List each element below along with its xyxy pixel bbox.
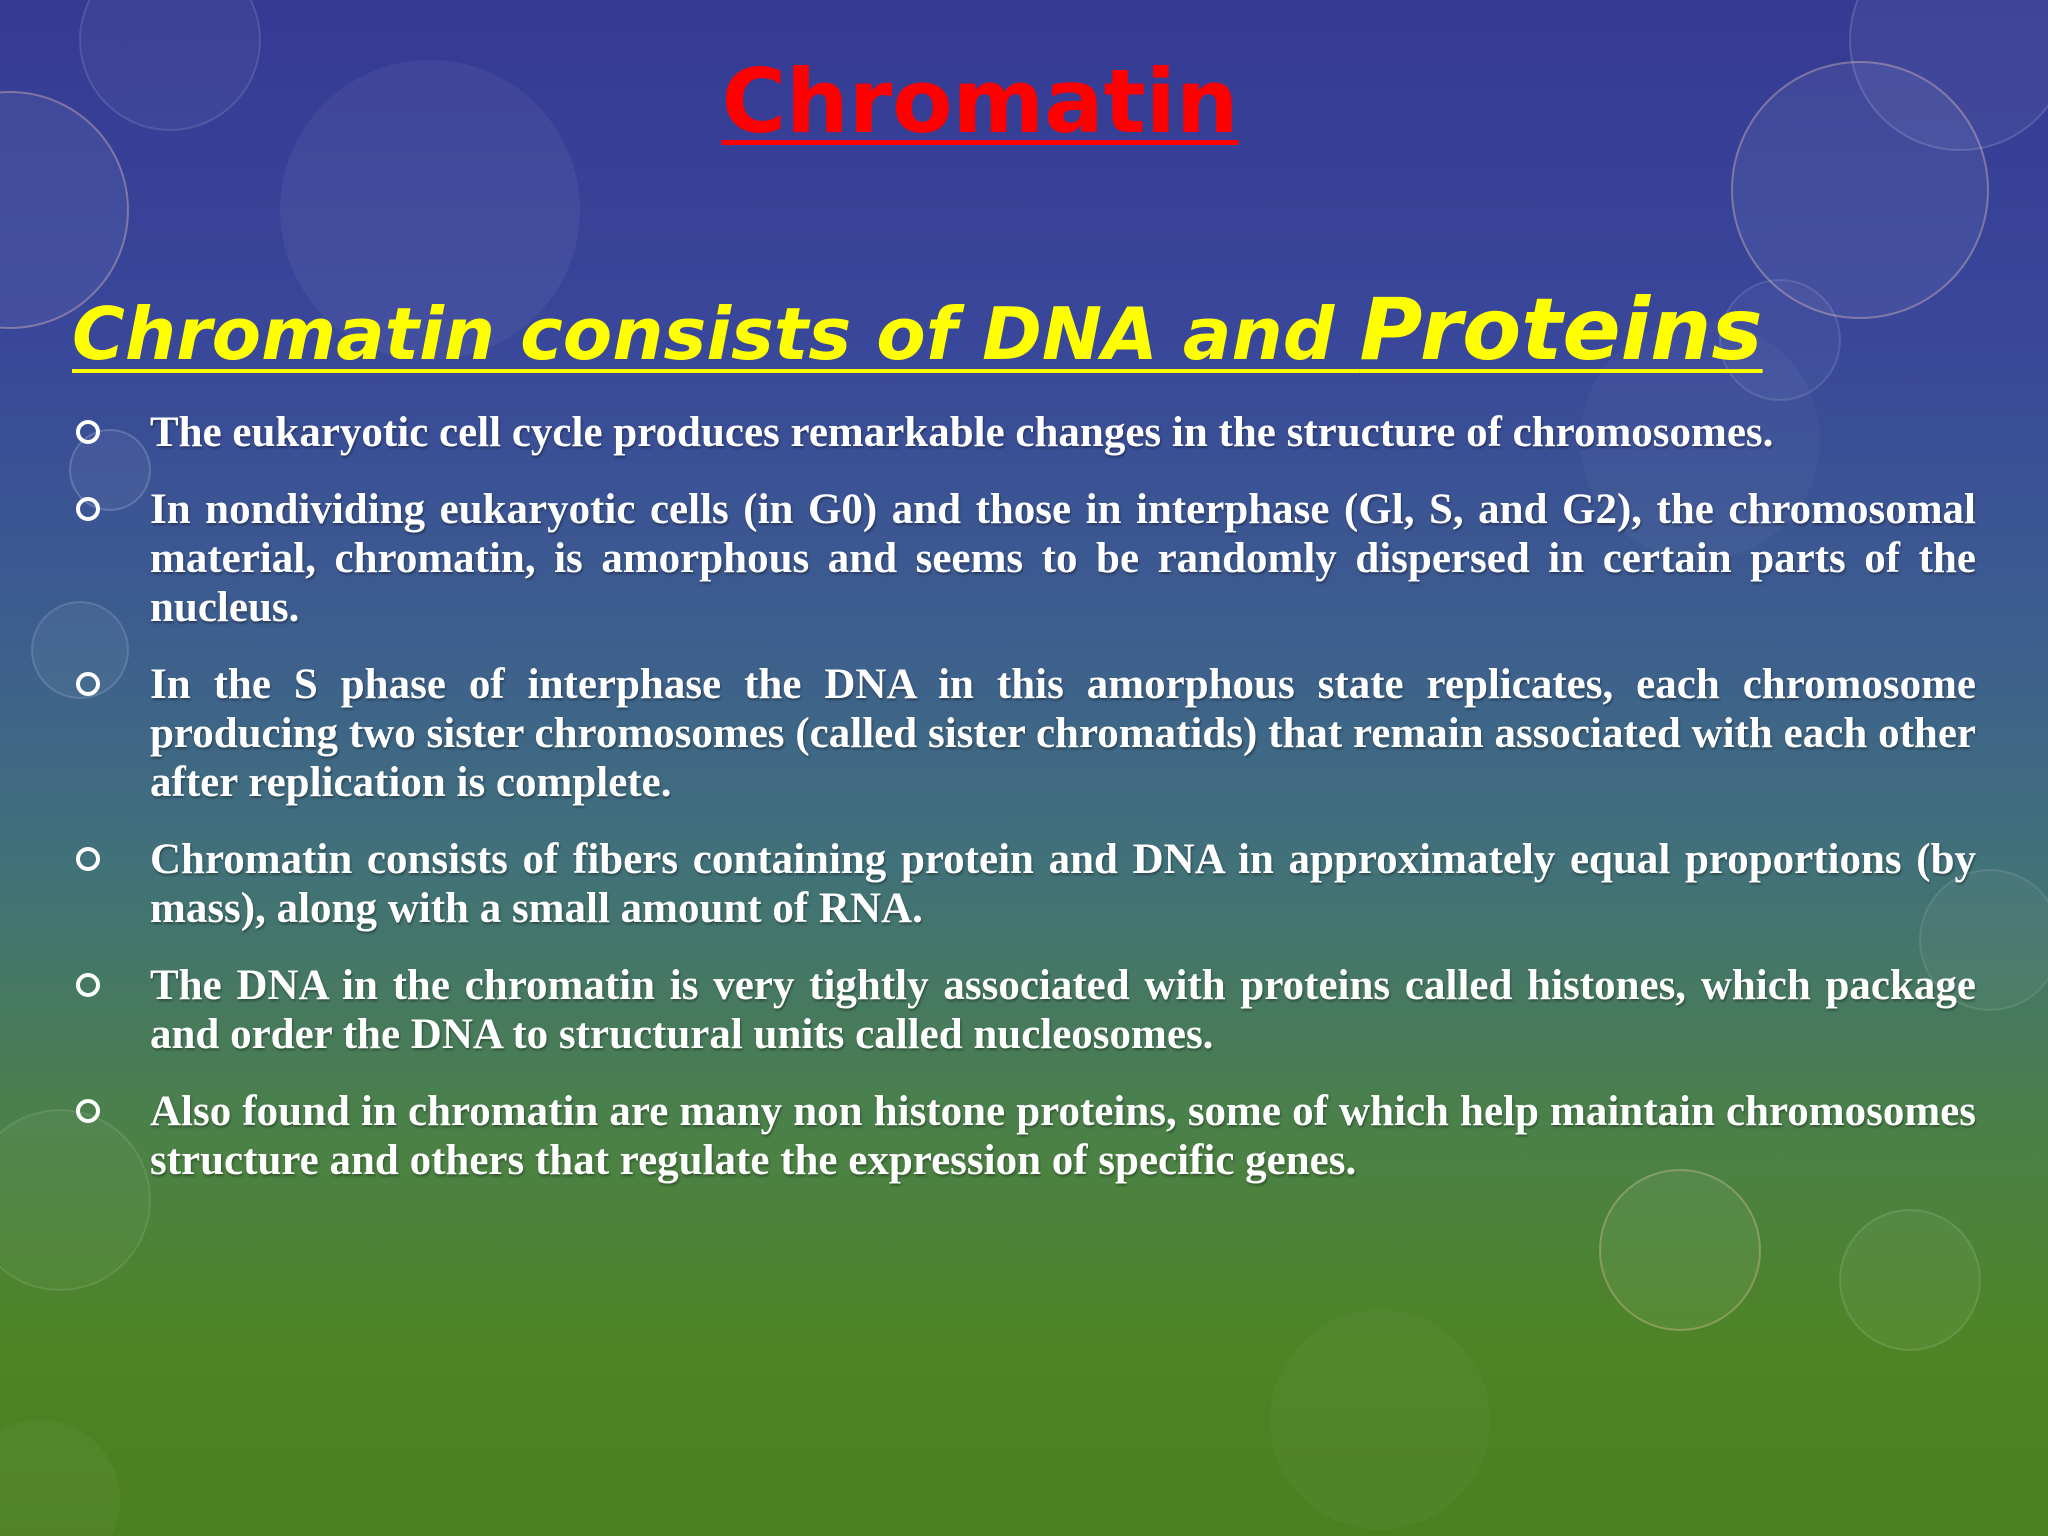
bullet-item xyxy=(72,961,1976,1059)
slide-title: Chromatin xyxy=(721,50,1239,153)
bullet-item xyxy=(72,660,1976,807)
bullet-item xyxy=(72,408,1976,457)
slide-subtitle xyxy=(72,280,1972,384)
subtitle-emphasis: Proteins xyxy=(1359,280,1763,380)
bullet-text: Chromatin consists of fibers containing protein and DNA in approximately equal proportions (by mass), along with a small amount of RNA. xyxy=(150,836,1976,932)
hollow-circle-icon xyxy=(76,847,100,871)
bullet-item xyxy=(72,835,1976,933)
bullet-text: In nondividing eukaryotic cells (in G0) and those in interphase (Gl, S, and G2), the chromosomal material, chromatin, is amorphous and seems to be randomly dispersed in certain parts of the nucleus. xyxy=(150,486,1976,631)
hollow-circle-icon xyxy=(76,1099,100,1123)
hollow-circle-icon xyxy=(76,672,100,696)
bullet-text: Also found in chromatin are many non histone proteins, some of which help maintain chromosomes structure and others that regulate the expression of specific genes. xyxy=(150,1088,1976,1184)
subtitle-text: Chromatin consists of DNA and xyxy=(72,292,1360,376)
hollow-circle-icon xyxy=(76,973,100,997)
bullet-item xyxy=(72,485,1976,632)
bullet-text: The DNA in the chromatin is very tightly associated with proteins called histones, which package and order the DNA to structural units called nucleosomes. xyxy=(150,962,1976,1058)
hollow-circle-icon xyxy=(76,420,100,444)
bullet-list xyxy=(72,408,1976,1213)
bullet-text: In the S phase of interphase the DNA in this amorphous state replicates, each chromosome producing two sister chromosomes (called sister chromatids) that remain associated with each other after replication is complete. xyxy=(150,661,1976,806)
bullet-item xyxy=(72,1087,1976,1185)
bullet-text: The eukaryotic cell cycle produces remarkable changes in the structure of chromosomes. xyxy=(150,409,1774,456)
hollow-circle-icon xyxy=(76,497,100,521)
